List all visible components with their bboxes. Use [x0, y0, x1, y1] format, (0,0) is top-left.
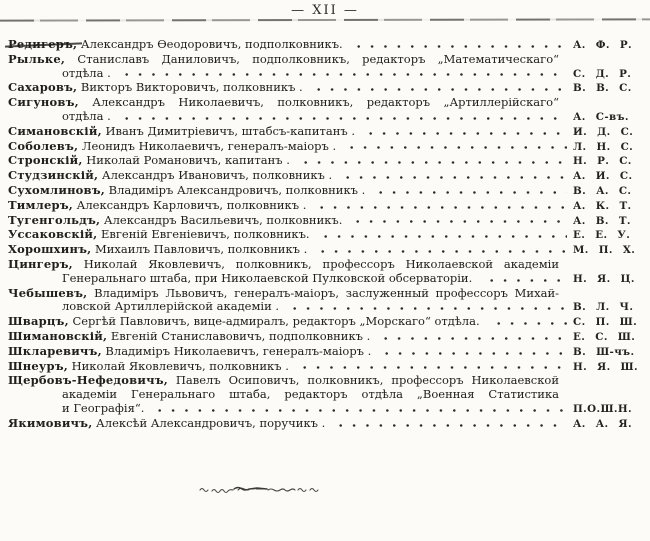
- entry-surname: Сигуновъ,: [8, 95, 79, 110]
- entry-initials: Н. Я. Ц.: [573, 272, 635, 285]
- entry-initials: В. Ш-чъ.: [573, 345, 635, 358]
- dot-leader: [313, 202, 567, 211]
- entry-initials: А. С-въ.: [573, 110, 629, 123]
- page-number: — XII —: [291, 3, 359, 18]
- tailpiece-squiggle: [198, 482, 322, 496]
- entry-line: [8, 374, 645, 388]
- entry-text: Генеральнаго штаба, при Николаевской Пулковской обсерваторіи.: [62, 270, 476, 285]
- entry-text: Иванъ Димитріевичъ, штабсъ-капитанъ .: [101, 123, 356, 138]
- dot-leader: [378, 348, 567, 357]
- entry-initials: Л. Н. С.: [573, 140, 634, 153]
- dot-leader: [310, 84, 567, 93]
- entry-surname: Цингеръ,: [8, 256, 73, 271]
- dot-leader: [118, 113, 567, 122]
- entry-text: Александръ Ѳеодоровичъ, подполковникъ.: [77, 37, 343, 51]
- entry-initials: М. П. Х.: [573, 244, 636, 257]
- entry-surname: Хорошхинъ,: [8, 242, 92, 257]
- entry-line: [8, 417, 645, 432]
- dot-leader: [349, 216, 567, 225]
- entry-surname: Рыльке,: [8, 51, 66, 66]
- entry-line: [8, 154, 645, 169]
- entry-surname: Студзинскій,: [8, 168, 99, 183]
- dot-leader: [372, 187, 567, 196]
- entry-text: Алексѣй Александровичъ, поручикъ .: [92, 415, 326, 430]
- entry-text: Сергѣй Павловичъ, вице-адмиралъ, редакторъ „Морскаго“ отдѣла.: [68, 314, 484, 329]
- entry-line: [8, 81, 645, 96]
- entry-surname: Сахаровъ,: [8, 80, 78, 95]
- entry-initials: И. Д. С.: [573, 125, 634, 138]
- dot-leader: [118, 69, 567, 78]
- entry-line: [8, 315, 645, 330]
- entry-surname: Тугенгольдъ,: [8, 212, 101, 227]
- dot-leader: [343, 142, 567, 151]
- entry-line: [8, 388, 645, 402]
- dot-leader: [286, 303, 567, 312]
- entry-surname: Соболевъ,: [8, 138, 79, 153]
- dot-leader: [317, 231, 567, 240]
- entry-line: [8, 53, 645, 67]
- entry-initials: П.О.Ш.Н.: [573, 402, 633, 415]
- entry-text: Леонидъ Николаевичъ, генералъ-маіоръ .: [78, 138, 337, 153]
- dot-leader: [362, 128, 567, 137]
- entry-text: Станиславъ Даниловичъ, подполковникъ, редакторъ „Математическаго“: [65, 51, 559, 66]
- entry-surname: Чебышевъ,: [8, 285, 88, 300]
- entry-surname: Якимовичъ,: [8, 415, 93, 430]
- entry-text: ловской Артиллерійской академіи .: [62, 299, 280, 314]
- entry-text: отдѣла .: [62, 65, 111, 80]
- entry-surname: Щербовъ-Нефедовичъ,: [8, 373, 168, 388]
- entry-initials: Н. Я. Ш.: [573, 360, 638, 373]
- dot-leader: [377, 333, 567, 342]
- entry-initials: С. Д. Р.: [573, 67, 632, 80]
- entry-surname: Сухомлиновъ,: [8, 182, 105, 197]
- entry-text: Владиміръ Александровичъ, полковникъ .: [104, 182, 366, 197]
- entry-text: Александръ Васильевичъ, полковникъ.: [100, 212, 343, 227]
- entry-initials: Н. Р. С.: [573, 155, 632, 168]
- dot-leader: [297, 157, 567, 166]
- entry-line: [8, 287, 645, 301]
- name-index-list: [8, 38, 645, 432]
- entry-line: [8, 345, 645, 360]
- entry-initials: А. К. Т.: [573, 199, 632, 212]
- entry-line: [8, 67, 645, 82]
- entry-line: [8, 96, 645, 110]
- entry-initials: В. А. С.: [573, 184, 632, 197]
- entry-text: Евгеній Станиславовичъ, подполковникъ .: [107, 328, 371, 343]
- entry-surname: Шкларевичъ,: [8, 343, 102, 358]
- entry-initials: В. В. С.: [573, 82, 632, 95]
- entry-text: Викторъ Викторовичъ, полковникъ .: [77, 80, 303, 95]
- entry-text: Николай Яковлевичъ, полковникъ .: [67, 358, 289, 373]
- entry-text: и Географія“.: [62, 400, 145, 415]
- dot-leader: [483, 275, 567, 284]
- entry-text: Александръ Карловичъ, полковникъ .: [72, 197, 307, 212]
- dot-leader: [332, 420, 567, 429]
- entry-surname: Тимлеръ,: [8, 197, 73, 212]
- entry-line: [8, 199, 645, 214]
- entry-line: [8, 330, 645, 345]
- entry-line: [8, 258, 645, 272]
- dot-leader: [296, 362, 567, 371]
- header-rule: [0, 18, 650, 21]
- entry-text: Евгеній Евгеніевичъ, полковникъ.: [97, 227, 310, 242]
- entry-surname: Шварцъ,: [8, 314, 69, 329]
- entry-line: [8, 300, 645, 315]
- entry-line: [8, 243, 645, 258]
- entry-surname: Шнеуръ,: [8, 358, 68, 373]
- entry-initials: А. А. Я.: [573, 417, 632, 430]
- entry-line: [8, 228, 645, 243]
- entry-initials: В. Л. Ч.: [573, 301, 634, 314]
- entry-line: [8, 214, 645, 229]
- entry-line: [8, 184, 645, 199]
- entry-line: [8, 272, 645, 287]
- entry-initials: А. И. С.: [573, 170, 633, 183]
- dot-leader: [339, 172, 567, 181]
- entry-line: [8, 140, 645, 155]
- entry-line: [8, 38, 645, 53]
- entry-text: академіи Генеральнаго штаба, редакторъ отдѣла „Военная Статистика: [62, 387, 559, 402]
- entry-surname: Редигеръ,: [8, 37, 78, 51]
- entry-surname: Шимановскій,: [8, 328, 108, 343]
- entry-text: Николай Романовичъ, капитанъ .: [82, 153, 290, 168]
- entry-text: Павелъ Осиповичъ, полковникъ, профессоръ Николаевской: [167, 373, 559, 388]
- entry-surname: Стронскій,: [8, 153, 83, 168]
- entry-text: Владиміръ Львовичъ, генералъ-маіоръ, заслуженный профессоръ Михай-: [87, 285, 559, 300]
- entry-text: Михаилъ Павловичъ, полковникъ .: [91, 242, 308, 257]
- entry-line: [8, 402, 645, 417]
- entry-initials: А. В. Т.: [573, 214, 631, 227]
- entry-line: [8, 125, 645, 140]
- entry-text: Николай Яковлевичъ, полковникъ, профессоръ Николаевской академіи: [72, 256, 559, 271]
- entry-text: Александръ Николаевичъ, полковникъ, редакторъ „Артиллерійскаго“: [78, 95, 559, 110]
- dot-leader: [151, 405, 567, 414]
- entry-text: Владиміръ Николаевичъ, генералъ-маіоръ .: [101, 343, 372, 358]
- entry-line: [8, 110, 645, 125]
- entry-surname: Симановскій,: [8, 123, 102, 138]
- entry-initials: А. Ф. Р.: [573, 39, 633, 51]
- entry-line: [8, 169, 645, 184]
- dot-leader: [314, 246, 567, 255]
- entry-initials: С. П. Ш.: [573, 316, 638, 329]
- dot-leader: [350, 41, 567, 50]
- entry-text: Александръ Ивановичъ, полковникъ .: [98, 168, 333, 183]
- dot-leader: [490, 318, 567, 327]
- entry-text: отдѣла .: [62, 108, 111, 123]
- entry-initials: Е. С. Ш.: [573, 330, 636, 343]
- entry-initials: Е. Е. У.: [573, 229, 631, 242]
- entry-surname: Уссаковскій,: [8, 227, 98, 242]
